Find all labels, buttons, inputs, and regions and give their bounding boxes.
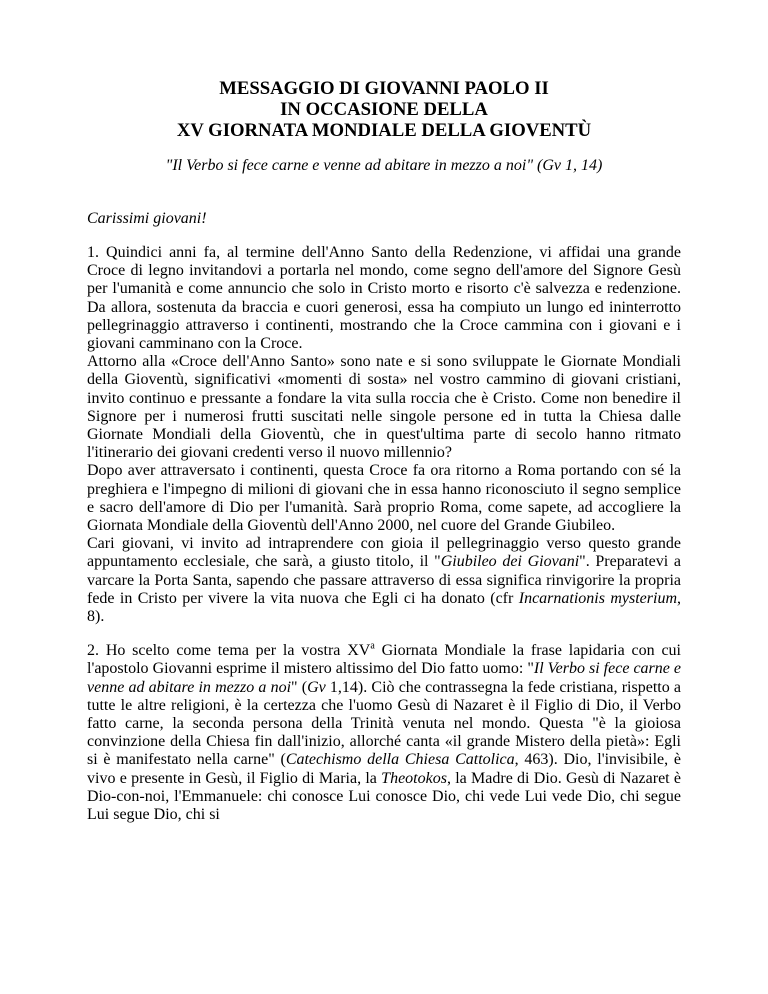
- section-1-paragraph-2: Attorno alla «Croce dell'Anno Santo» sono nate e si sono sviluppate le Giornate Mondiali della Gioventù, significativi «momenti di sosta» nel vostro cammino di giovani cristiani, invito continuo e pressante a fondare la vita sulla roccia che è Cristo. Come non benedire il Signore per i numerosi frutti suscitati nelle singole persone ed in tutta la Chiesa dalle Giornate Mondiali della Gioventù, che in quest'ultima parte di secolo hanno ritmato l'itinerario dei giovani credenti verso il nuovo millennio?: [87, 353, 681, 462]
- text-run: , 463). Dio, l'invisibile, è vivo e presente in Gesù, il Figlio di Maria, la: [87, 751, 681, 787]
- text-run: Giornata Mondiale la frase lapidaria con cui l'apostolo Giovanni esprime il mistero altissimo del Dio fatto uomo: ": [87, 642, 681, 678]
- italic-run: Theotokos: [381, 769, 447, 787]
- section-2-paragraph-1: [87, 642, 681, 824]
- text-run: , 8).: [87, 589, 681, 626]
- text-run: ". Preparatevi a varcare la Porta Santa, sapendo che passare attraverso di essa significa rinvigorire la propria fede in Cristo per vivere la vita nuova che Egli ci ha donato (cfr: [87, 553, 682, 607]
- title-line-2: IN OCCASIONE DELLA: [280, 99, 488, 120]
- italic-run: Gv: [307, 678, 326, 696]
- section-1-paragraph-3: Dopo aver attraversato i continenti, questa Croce fa ora ritorno a Roma portando con sé la preghiera e l'impegno di milioni di giovani che in essa hanno riconosciuto il segno semplice e sacro dell'amore di Dio per l'umanità. Sarà proprio Roma, come sapete, ad accogliere la Giornata Mondiale della Gioventù dell'Anno 2000, nel cuore del Grande Giubileo.: [87, 462, 681, 535]
- section-1: [87, 244, 681, 626]
- italic-run: Catechismo della Chiesa Cattolica: [285, 751, 515, 769]
- text-run: " (: [291, 678, 308, 696]
- document-title: [87, 78, 681, 141]
- superscript: a: [370, 640, 375, 652]
- title-line-3: XV GIORNATA MONDIALE DELLA GIOVENTÙ: [176, 120, 592, 141]
- text-run: Cari giovani, vi invito ad intraprendere con gioia il pellegrinaggio verso questo grande appuntamento ecclesiale, che sarà, a giusto titolo, il ": [87, 535, 681, 571]
- italic-run: Il Verbo si fece carne e venne ad abitare in mezzo a noi: [87, 660, 681, 696]
- text-run: 1,14). Ciò che contrassegna la fede cristiana, rispetto a tutte le altre religioni, è la certezza che l'uomo Gesù di Nazaret è il Figlio di Dio, il Verbo fatto carne, la seconda persona della Trinità venuta nel mondo. Questa "è la gioiosa convinzione della Chiesa fin dall'inizio, allorché canta «il grande Mistero della pietà»: Egli si è manifestato nella carne" (: [87, 678, 681, 769]
- title-line-1: MESSAGGIO DI GIOVANNI PAOLO II: [219, 78, 549, 99]
- section-1-paragraph-1: 1. Quindici anni fa, al termine dell'Anno Santo della Redenzione, vi affidai una grande Croce di legno invitandovi a portarla nel mondo, come segno dell'amore del Signore Gesù per l'umanità e come annuncio che solo in Cristo morto e risorto c'è salvezza e redenzione. Da allora, sostenuta da braccia e cuori generosi, essa ha compiuto un lungo ed ininterrotto pellegrinaggio attraverso i continenti, mostrando che la Croce cammina con i giovani e i giovani camminano con la Croce.: [87, 244, 681, 353]
- salutation: Carissimi giovani!: [87, 210, 207, 227]
- document-subtitle: "Il Verbo si fece carne e venne ad abitare in mezzo a noi" (Gv 1, 14): [165, 157, 603, 174]
- italic-run: Incarnationis mysterium: [518, 589, 677, 607]
- italic-run: Giubileo dei Giovani: [440, 553, 580, 571]
- section-1-paragraph-4: [87, 535, 681, 626]
- text-run: 2. Ho scelto come tema per la vostra XV: [87, 642, 371, 660]
- text-run: , la Madre di Dio. Gesù di Nazaret è Dio-con-noi, l'Emmanuele: chi conosce Lui conosce Dio, chi vede Lui vede Dio, chi segue Lui segue Dio, chi si: [87, 769, 681, 824]
- section-2: [87, 642, 681, 824]
